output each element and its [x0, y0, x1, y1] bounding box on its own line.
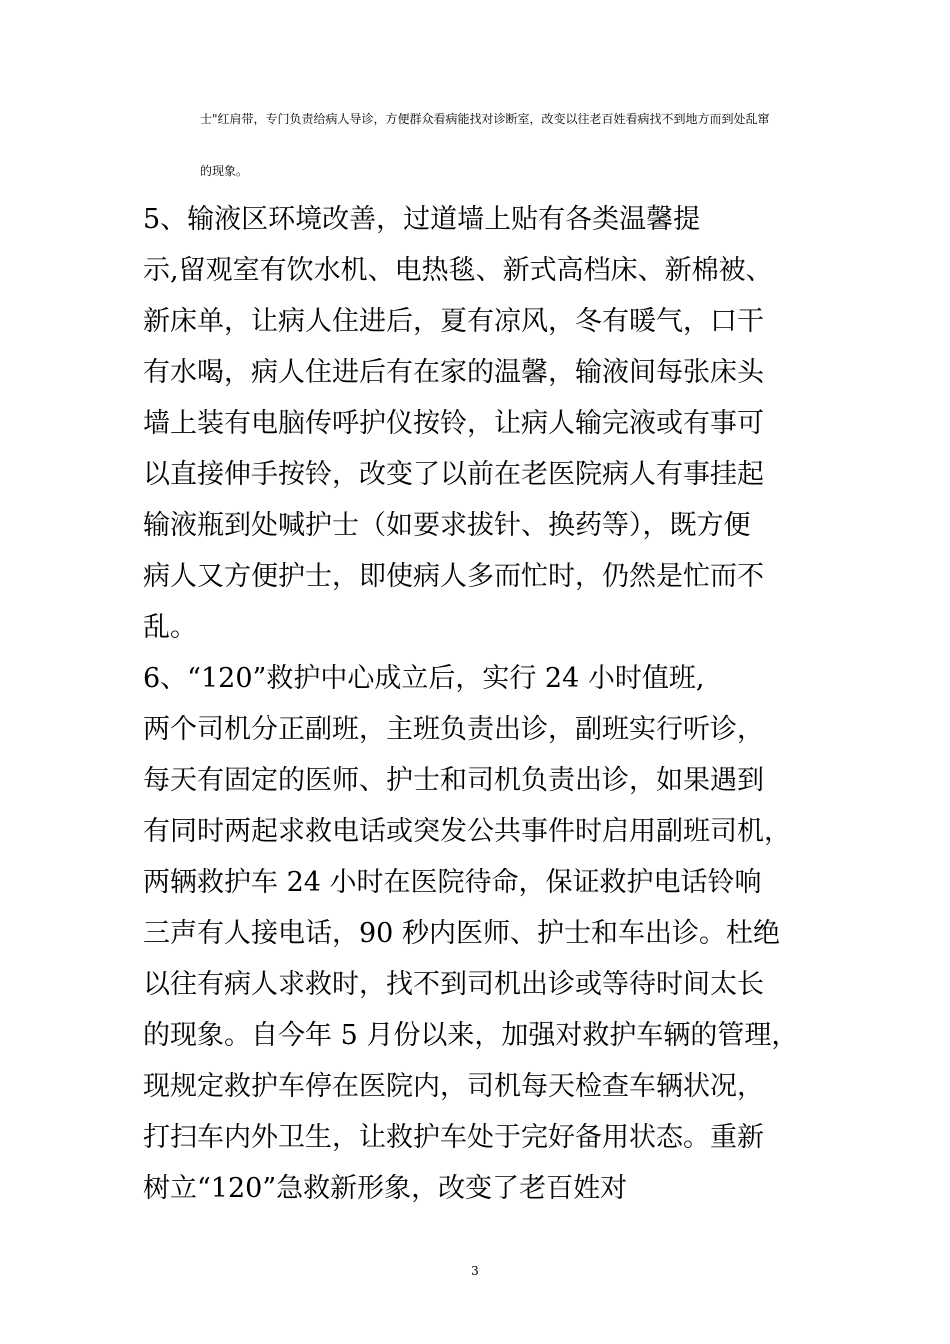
paragraph-6-line-7: 以往有病人求救时，找不到司机出诊或等待时间太长: [143, 969, 764, 1000]
paragraph-5-line-4: 有水喝，病人住进后有在家的温馨，输液间每张床头: [143, 357, 764, 388]
paragraph-6-line-8: 的现象。自今年 5 月份以来，加强对救护车辆的管理，: [143, 1020, 799, 1051]
paragraph-6-line-5: 两辆救护车 24 小时在医院待命，保证救护电话铃响: [143, 867, 762, 898]
paragraph-5-line-8: 病人又方便护士，即使病人多而忙时，仍然是忙而不: [143, 561, 764, 592]
paragraph-6-line-10: 打扫车内外卫生，让救护车处于完好备用状态。重新: [143, 1122, 764, 1153]
paragraph-6-line-6: 三声有人接电话，90 秒内医师、护士和车出诊。杜绝: [143, 918, 780, 949]
paragraph-6-line-1: 6、“120”救护中心成立后，实行 24 小时值班,: [143, 663, 705, 694]
paragraph-5-line-3: 新床单，让病人住进后，夏有凉风，冬有暖气，口干: [143, 306, 764, 337]
paragraph-5-line-5: 墙上装有电脑传呼护仪按铃，让病人输完液或有事可: [143, 408, 764, 439]
paragraph-5-line-1: 5、输液区环境改善，过道墙上贴有各类温馨提: [143, 204, 701, 235]
paragraph-5-line-2: 示,留观室有饮水机、电热毯、新式高档床、新棉被、: [143, 255, 773, 286]
paragraph-6-line-4: 有同时两起求救电话或突发公共事件时启用副班司机，: [143, 816, 791, 847]
paragraph-5-line-7: 输液瓶到处喊护士（如要求拔针、换药等），既方便: [143, 510, 751, 541]
paragraph-6-line-11: 树立“120”急救新形象，改变了老百姓对: [143, 1173, 628, 1204]
paragraph-5-line-6: 以直接伸手按铃，改变了以前在老医院病人有事挂起: [143, 459, 764, 490]
fragment-line-1: 士"红肩带，专门负责给病人导诊，方便群众看病能找对诊断室，改变以往老百姓看病找不到地方而到处乱窜: [200, 112, 770, 126]
paragraph-6-line-3: 每天有固定的医师、护士和司机负责出诊，如果遇到: [143, 765, 764, 796]
page-number: 3: [471, 1264, 479, 1278]
fragment-line-2: 的现象。: [200, 164, 249, 178]
paragraph-6-line-9: 现规定救护车停在医院内，司机每天检查车辆状况，: [143, 1071, 764, 1102]
paragraph-5-line-9: 乱。: [143, 612, 197, 643]
paragraph-6-line-2: 两个司机分正副班，主班负责出诊，副班实行听诊，: [143, 714, 764, 745]
